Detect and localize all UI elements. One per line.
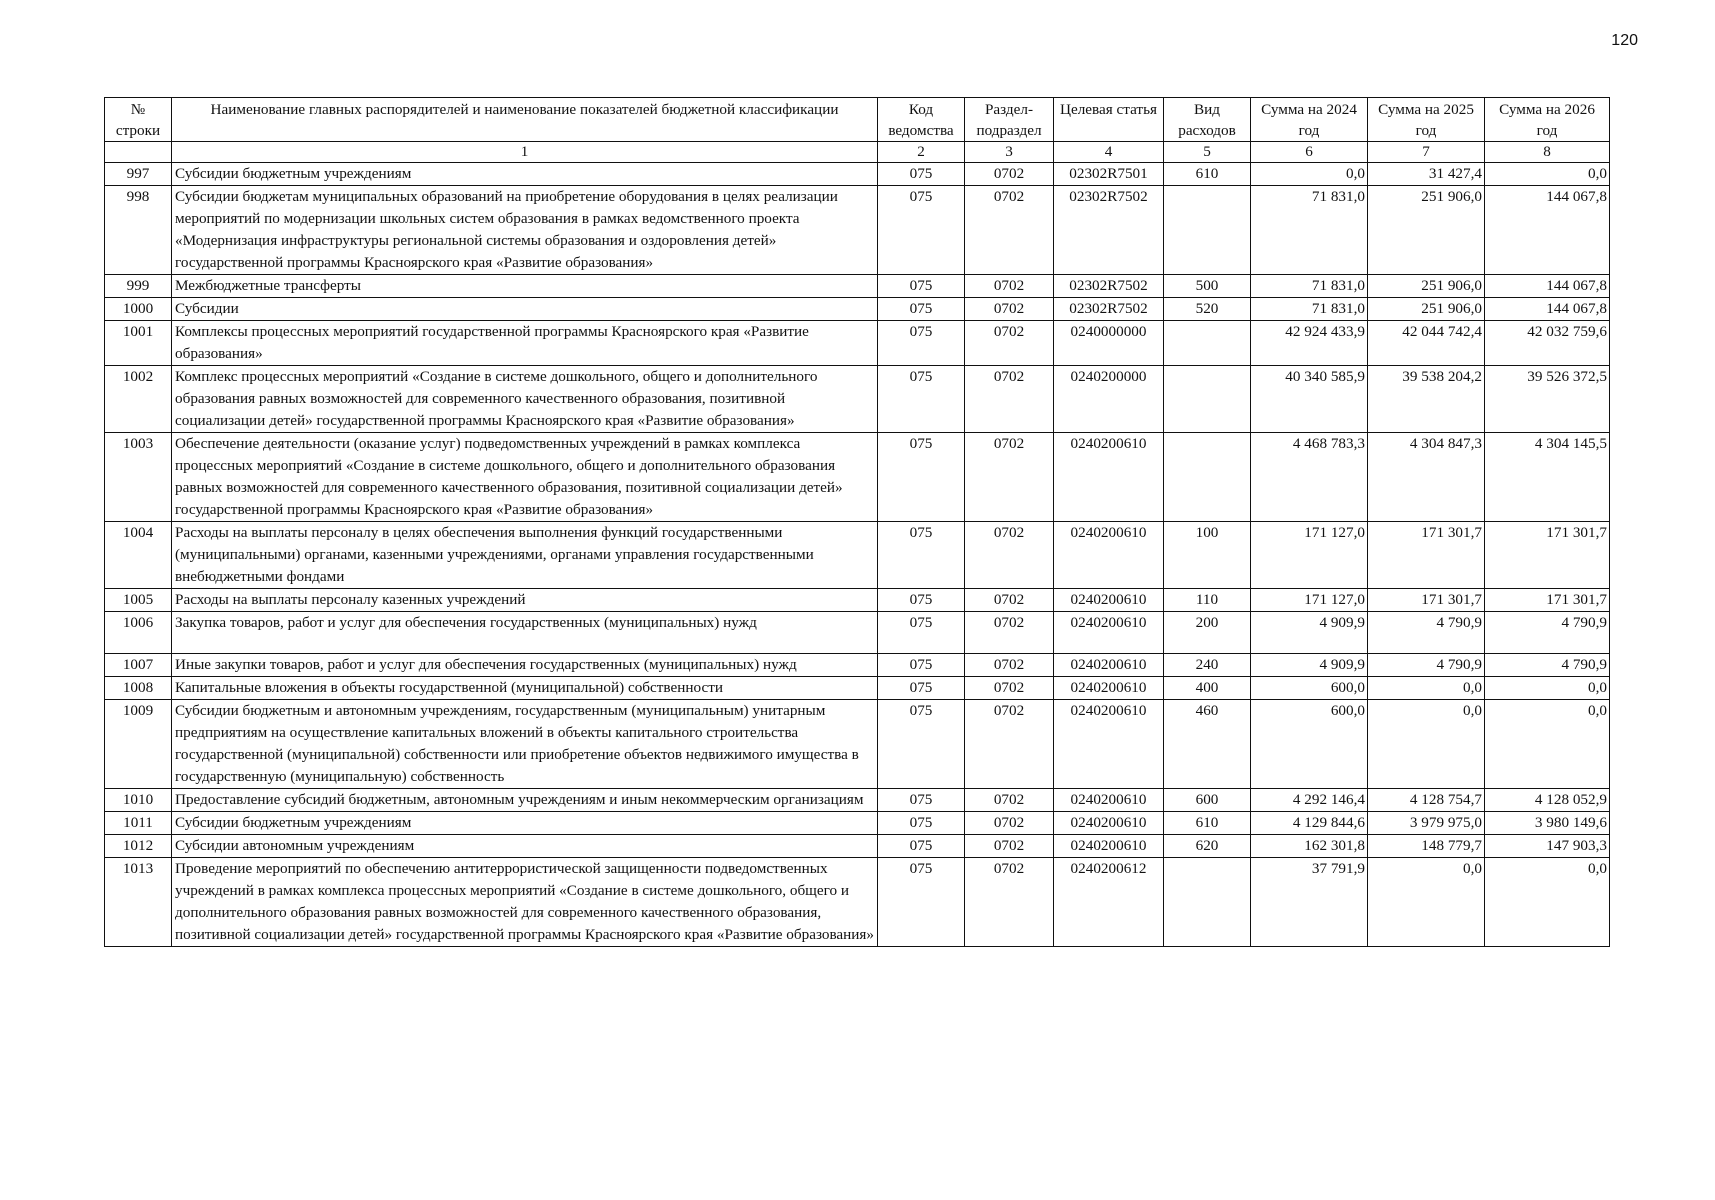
table-row [105, 298, 1610, 321]
target-article-cell: 0240200610 [1054, 700, 1164, 789]
item-name-cell: Субсидии [172, 298, 878, 321]
sum-2024-cell: 171 127,0 [1251, 589, 1368, 612]
row-number-cell: 1001 [105, 321, 172, 366]
sum-2026-cell: 4 128 052,9 [1485, 789, 1610, 812]
expense-type-cell [1164, 858, 1251, 947]
sum-2024-cell: 4 909,9 [1251, 654, 1368, 677]
table-row [105, 275, 1610, 298]
item-name-cell: Предоставление субсидий бюджетным, автономным учреждениям и иным некоммерческим организациям [172, 789, 878, 812]
expense-type-cell: 520 [1164, 298, 1251, 321]
dept-code-cell: 075 [878, 366, 965, 433]
sum-2025-cell: 31 427,4 [1368, 163, 1485, 186]
expense-type-cell: 610 [1164, 163, 1251, 186]
target-article-cell: 0240200610 [1054, 612, 1164, 654]
sum-2025-cell: 251 906,0 [1368, 275, 1485, 298]
expense-type-cell: 620 [1164, 835, 1251, 858]
table-row [105, 522, 1610, 589]
row-number-cell: 1000 [105, 298, 172, 321]
sum-2025-cell: 4 790,9 [1368, 612, 1485, 654]
sum-2025-cell: 4 304 847,3 [1368, 433, 1485, 522]
row-number-cell: 998 [105, 186, 172, 275]
table-row [105, 835, 1610, 858]
index-cell: 3 [965, 142, 1054, 163]
item-name-cell: Расходы на выплаты персоналу в целях обеспечения выполнения функций государственными (муниципальными) органами, казенными учреждениями, органами управления государственными внебюджетными фондами [172, 522, 878, 589]
index-cell: 4 [1054, 142, 1164, 163]
index-cell: 8 [1485, 142, 1610, 163]
table-row [105, 858, 1610, 947]
index-cell: 7 [1368, 142, 1485, 163]
expense-type-cell: 400 [1164, 677, 1251, 700]
item-name-cell: Межбюджетные трансферты [172, 275, 878, 298]
item-name-cell: Субсидии бюджетам муниципальных образований на приобретение оборудования в целях реализации мероприятий по модернизации школьных систем образования в рамках ведомственного проекта «Модернизация инфраструктуры региональной системы образования и оздоровления детей» государственной программы Красноярского края «Развитие образования» [172, 186, 878, 275]
sum-2026-cell: 171 301,7 [1485, 589, 1610, 612]
section-code-cell: 0702 [965, 298, 1054, 321]
target-article-cell: 0240200612 [1054, 858, 1164, 947]
target-article-cell: 02302R7502 [1054, 186, 1164, 275]
sum-2025-cell: 0,0 [1368, 858, 1485, 947]
sum-2024-cell: 0,0 [1251, 163, 1368, 186]
item-name-cell: Обеспечение деятельности (оказание услуг) подведомственных учреждений в рамках комплекса процессных мероприятий «Создание в системе дошкольного, общего и дополнительного образования равных возможностей для современного качественного образования, позитивной социализации детей» государственной программы Красноярского края «Развитие образования» [172, 433, 878, 522]
expense-type-cell: 200 [1164, 612, 1251, 654]
header-type: Вид расходов [1164, 98, 1251, 142]
sum-2026-cell: 0,0 [1485, 858, 1610, 947]
dept-code-cell: 075 [878, 163, 965, 186]
item-name-cell: Субсидии бюджетным и автономным учреждениям, государственным (муниципальным) унитарным предприятиям на осуществление капитальных вложений в объекты капитального строительства государственной (муниципальной) собственности или приобретение объектов недвижимого имущества в государственную (муниципальную) собственность [172, 700, 878, 789]
sum-2024-cell: 37 791,9 [1251, 858, 1368, 947]
sum-2024-cell: 4 129 844,6 [1251, 812, 1368, 835]
target-article-cell: 0240200000 [1054, 366, 1164, 433]
sum-2024-cell: 71 831,0 [1251, 275, 1368, 298]
sum-2024-cell: 600,0 [1251, 677, 1368, 700]
table-row [105, 612, 1610, 654]
sum-2026-cell: 4 790,9 [1485, 654, 1610, 677]
table-row [105, 789, 1610, 812]
target-article-cell: 0240000000 [1054, 321, 1164, 366]
item-name-cell: Комплекс процессных мероприятий «Создание в системе дошкольного, общего и дополнительного образования равных возможностей для современного качественного образования, позитивной социализации детей» государственной программы Красноярского края «Развитие образования» [172, 366, 878, 433]
table-row [105, 654, 1610, 677]
sum-2026-cell: 39 526 372,5 [1485, 366, 1610, 433]
sum-2025-cell: 0,0 [1368, 700, 1485, 789]
expense-type-cell: 110 [1164, 589, 1251, 612]
row-number-cell: 1008 [105, 677, 172, 700]
dept-code-cell: 075 [878, 835, 965, 858]
dept-code-cell: 075 [878, 522, 965, 589]
page-number: 120 [1611, 32, 1638, 49]
sum-2026-cell: 4 304 145,5 [1485, 433, 1610, 522]
item-name-cell: Субсидии бюджетным учреждениям [172, 812, 878, 835]
dept-code-cell: 075 [878, 186, 965, 275]
row-number-cell: 1012 [105, 835, 172, 858]
row-number-cell: 1009 [105, 700, 172, 789]
sum-2025-cell: 42 044 742,4 [1368, 321, 1485, 366]
section-code-cell: 0702 [965, 789, 1054, 812]
index-cell: 6 [1251, 142, 1368, 163]
dept-code-cell: 075 [878, 700, 965, 789]
item-name-cell: Расходы на выплаты персоналу казенных учреждений [172, 589, 878, 612]
row-number-cell: 1013 [105, 858, 172, 947]
expense-type-cell: 500 [1164, 275, 1251, 298]
expense-type-cell [1164, 366, 1251, 433]
section-code-cell: 0702 [965, 366, 1054, 433]
item-name-cell: Капитальные вложения в объекты государственной (муниципальной) собственности [172, 677, 878, 700]
sum-2026-cell: 0,0 [1485, 163, 1610, 186]
target-article-cell: 0240200610 [1054, 654, 1164, 677]
section-code-cell: 0702 [965, 612, 1054, 654]
table-row [105, 700, 1610, 789]
table-header-row [105, 98, 1610, 142]
table-row [105, 677, 1610, 700]
sum-2024-cell: 4 909,9 [1251, 612, 1368, 654]
table-row [105, 366, 1610, 433]
header-section: Раздел-подраздел [965, 98, 1054, 142]
sum-2024-cell: 4 292 146,4 [1251, 789, 1368, 812]
header-dept: Код ведомства [878, 98, 965, 142]
row-number-cell: 1002 [105, 366, 172, 433]
table-row [105, 812, 1610, 835]
header-target: Целевая статья [1054, 98, 1164, 142]
column-index-row [105, 142, 1610, 163]
table-row [105, 589, 1610, 612]
sum-2024-cell: 40 340 585,9 [1251, 366, 1368, 433]
sum-2026-cell: 4 790,9 [1485, 612, 1610, 654]
item-name-cell: Закупка товаров, работ и услуг для обеспечения государственных (муниципальных) нужд [172, 612, 878, 654]
section-code-cell: 0702 [965, 677, 1054, 700]
header-sum-2024: Сумма на 2024 год [1251, 98, 1368, 142]
item-name-cell: Проведение мероприятий по обеспечению антитеррористической защищенности подведомственных учреждений в рамках комплекса процессных мероприятий «Создание в системе дошкольного, общего и дополнительного образования равных возможностей для современного качественного образования, позитивной социализации детей» государственной программы Красноярского края «Развитие образования» [172, 858, 878, 947]
dept-code-cell: 075 [878, 789, 965, 812]
row-number-cell: 1005 [105, 589, 172, 612]
target-article-cell: 0240200610 [1054, 677, 1164, 700]
target-article-cell: 02302R7502 [1054, 275, 1164, 298]
table-row [105, 186, 1610, 275]
target-article-cell: 0240200610 [1054, 812, 1164, 835]
header-row-no: № строки [105, 98, 172, 142]
sum-2026-cell: 171 301,7 [1485, 522, 1610, 589]
sum-2026-cell: 144 067,8 [1485, 298, 1610, 321]
sum-2024-cell: 4 468 783,3 [1251, 433, 1368, 522]
expense-type-cell: 610 [1164, 812, 1251, 835]
expense-type-cell [1164, 186, 1251, 275]
table-row [105, 321, 1610, 366]
sum-2025-cell: 171 301,7 [1368, 522, 1485, 589]
sum-2024-cell: 71 831,0 [1251, 186, 1368, 275]
section-code-cell: 0702 [965, 433, 1054, 522]
table-body [105, 163, 1610, 947]
sum-2024-cell: 162 301,8 [1251, 835, 1368, 858]
sum-2026-cell: 3 980 149,6 [1485, 812, 1610, 835]
target-article-cell: 0240200610 [1054, 589, 1164, 612]
section-code-cell: 0702 [965, 700, 1054, 789]
section-code-cell: 0702 [965, 522, 1054, 589]
index-cell-empty [105, 142, 172, 163]
sum-2026-cell: 0,0 [1485, 677, 1610, 700]
header-sum-2025: Сумма на 2025 год [1368, 98, 1485, 142]
dept-code-cell: 075 [878, 612, 965, 654]
section-code-cell: 0702 [965, 812, 1054, 835]
expense-type-cell [1164, 321, 1251, 366]
sum-2025-cell: 251 906,0 [1368, 186, 1485, 275]
item-name-cell: Иные закупки товаров, работ и услуг для обеспечения государственных (муниципальных) нужд [172, 654, 878, 677]
index-cell: 2 [878, 142, 965, 163]
section-code-cell: 0702 [965, 186, 1054, 275]
target-article-cell: 0240200610 [1054, 789, 1164, 812]
item-name-cell: Субсидии автономным учреждениям [172, 835, 878, 858]
sum-2026-cell: 42 032 759,6 [1485, 321, 1610, 366]
table-row [105, 433, 1610, 522]
target-article-cell: 0240200610 [1054, 835, 1164, 858]
sum-2025-cell: 4 790,9 [1368, 654, 1485, 677]
target-article-cell: 0240200610 [1054, 433, 1164, 522]
dept-code-cell: 075 [878, 275, 965, 298]
row-number-cell: 1011 [105, 812, 172, 835]
dept-code-cell: 075 [878, 589, 965, 612]
sum-2026-cell: 147 903,3 [1485, 835, 1610, 858]
sum-2026-cell: 0,0 [1485, 700, 1610, 789]
dept-code-cell: 075 [878, 298, 965, 321]
sum-2025-cell: 39 538 204,2 [1368, 366, 1485, 433]
target-article-cell: 02302R7502 [1054, 298, 1164, 321]
sum-2024-cell: 600,0 [1251, 700, 1368, 789]
sum-2025-cell: 171 301,7 [1368, 589, 1485, 612]
sum-2026-cell: 144 067,8 [1485, 186, 1610, 275]
expense-type-cell: 100 [1164, 522, 1251, 589]
target-article-cell: 0240200610 [1054, 522, 1164, 589]
sum-2025-cell: 0,0 [1368, 677, 1485, 700]
expense-type-cell [1164, 433, 1251, 522]
section-code-cell: 0702 [965, 835, 1054, 858]
budget-table [104, 97, 1610, 947]
row-number-cell: 1004 [105, 522, 172, 589]
section-code-cell: 0702 [965, 163, 1054, 186]
header-name: Наименование главных распорядителей и наименование показателей бюджетной классификации [172, 98, 878, 142]
index-cell: 1 [172, 142, 878, 163]
section-code-cell: 0702 [965, 589, 1054, 612]
expense-type-cell: 460 [1164, 700, 1251, 789]
index-cell: 5 [1164, 142, 1251, 163]
sum-2025-cell: 4 128 754,7 [1368, 789, 1485, 812]
sum-2024-cell: 71 831,0 [1251, 298, 1368, 321]
sum-2025-cell: 148 779,7 [1368, 835, 1485, 858]
row-number-cell: 1007 [105, 654, 172, 677]
dept-code-cell: 075 [878, 433, 965, 522]
row-number-cell: 1006 [105, 612, 172, 654]
header-sum-2026: Сумма на 2026 год [1485, 98, 1610, 142]
row-number-cell: 1003 [105, 433, 172, 522]
expense-type-cell: 240 [1164, 654, 1251, 677]
sum-2024-cell: 42 924 433,9 [1251, 321, 1368, 366]
sum-2025-cell: 3 979 975,0 [1368, 812, 1485, 835]
target-article-cell: 02302R7501 [1054, 163, 1164, 186]
dept-code-cell: 075 [878, 812, 965, 835]
dept-code-cell: 075 [878, 677, 965, 700]
item-name-cell: Комплексы процессных мероприятий государственной программы Красноярского края «Развитие образования» [172, 321, 878, 366]
section-code-cell: 0702 [965, 275, 1054, 298]
row-number-cell: 1010 [105, 789, 172, 812]
section-code-cell: 0702 [965, 858, 1054, 947]
sum-2024-cell: 171 127,0 [1251, 522, 1368, 589]
dept-code-cell: 075 [878, 321, 965, 366]
row-number-cell: 997 [105, 163, 172, 186]
item-name-cell: Субсидии бюджетным учреждениям [172, 163, 878, 186]
row-number-cell: 999 [105, 275, 172, 298]
expense-type-cell: 600 [1164, 789, 1251, 812]
sum-2025-cell: 251 906,0 [1368, 298, 1485, 321]
dept-code-cell: 075 [878, 654, 965, 677]
table-row [105, 163, 1610, 186]
section-code-cell: 0702 [965, 654, 1054, 677]
section-code-cell: 0702 [965, 321, 1054, 366]
sum-2026-cell: 144 067,8 [1485, 275, 1610, 298]
dept-code-cell: 075 [878, 858, 965, 947]
